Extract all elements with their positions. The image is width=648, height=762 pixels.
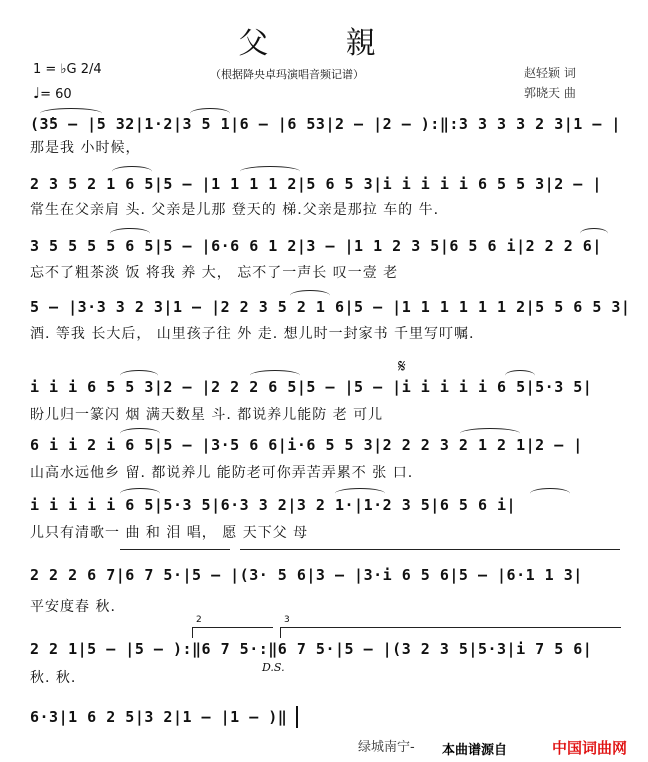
score-row-6-music: 6 i i 2 i 6 5|5 – |3·5 6 6|i·6 5 5 3|2 2 2 3 2 1 2 1|2 – | bbox=[30, 436, 583, 454]
tempo-marking bbox=[33, 84, 72, 102]
score-row-7-music: i i i i i 6 5|5·3 5|6·3 3 2|3 2 1·|1·2 3 5|6 5 6 i| bbox=[30, 496, 517, 514]
key-signature: 1 = ♭G 2/4 bbox=[33, 62, 102, 77]
slur bbox=[120, 370, 158, 381]
slur bbox=[505, 370, 535, 381]
quarter-note-icon: ♩ bbox=[33, 84, 41, 102]
watermark-handle: 绿城南宁- bbox=[358, 740, 415, 755]
score-row-4-music: 5 – |3·3 3 2 3|1 – |2 2 3 5 2 1 6|5 – |1 1 1 1 1 1 2|5 5 6 5 3| bbox=[30, 298, 631, 316]
volta-number: 2 bbox=[196, 615, 202, 625]
score-row-10-music: 6·3|1 6 2 5|3 2|1 – |1 – )‖ bbox=[30, 708, 288, 726]
slur bbox=[530, 488, 570, 499]
score-row-3-music: 3 5 5 5 5 6 5|5 – |6·6 6 1 2|3 – |1 1 2 3 5|6 5 6 i|2 2 2 6| bbox=[30, 237, 602, 255]
score-row-2-music: 2 3 5 2 1 6 5|5 – |1 1 1 1 2|5 6 5 3|i i i i i 6 5 5 3|2 – | bbox=[30, 175, 602, 193]
score-row-4-lyrics: 酒. 等我 长大后， 山里孩子往 外 走. 想儿时一封家书 千里写叮嘱. bbox=[30, 326, 475, 342]
watermark-source: 本曲谱源自 bbox=[442, 743, 508, 758]
score-row-6-lyrics: 山高水远他乡 留. 都说养儿 能防老可你弄苦弄累不 张 口. bbox=[30, 465, 414, 481]
score-row-1-music: (3̇5 – |5 32|1·2|3 5 1|6 – |6 53|2 – |2 – ):‖:3 3 3 3 2 3|1 – | bbox=[30, 115, 621, 133]
score-row-3-lyrics: 忘不了粗茶淡 饭 将我 养 大， 忘不了一声长 叹一壹 老 bbox=[30, 265, 399, 281]
score-row-2-lyrics: 常生在父亲肩 头. 父亲是儿那 登天的 梯.父亲是那拉 车的 牛. bbox=[30, 202, 440, 218]
score-row-5-music: i i i 6 5 5 3|2 – |2 2 2 6 5|5 – |5 – |i i i i i 6 5|5·3 5| bbox=[30, 378, 593, 396]
score-row-7-lyrics: 儿只有清歌一 曲 和 泪 唱， 愿 天下父 母 bbox=[30, 525, 309, 541]
score-row-5-lyrics: 盼儿归一篆闪 烟 满天数星 斗. 都说养儿能防 老 可儿 bbox=[30, 407, 384, 423]
score-row-9-music: 2 2 1|5 – |5 – ):‖6 7 5·:‖6 7 5·|5 – |(3 2 3 5|5·3|i 7 5 6| bbox=[30, 640, 593, 658]
volta-number: 3 bbox=[284, 615, 290, 625]
phrase-line bbox=[240, 549, 620, 556]
composer: 郭晓天 曲 bbox=[524, 86, 576, 100]
volta-bracket-1 bbox=[192, 615, 273, 638]
slur bbox=[290, 290, 330, 301]
watermark-site: 中国词曲网 bbox=[552, 739, 628, 757]
volta-bracket-2 bbox=[280, 615, 621, 638]
score-row-1-lyrics: 那是我 小时候， bbox=[30, 140, 141, 156]
final-barline bbox=[296, 706, 298, 728]
slur bbox=[580, 228, 608, 239]
segno-sign: 𝄋 bbox=[398, 356, 406, 377]
slur bbox=[112, 166, 152, 177]
phrase-line bbox=[120, 549, 230, 556]
score-row-9-lyrics: 秋. 秋. bbox=[30, 670, 77, 686]
slur bbox=[120, 428, 160, 439]
ds-marking: D.S. bbox=[262, 661, 285, 674]
tempo-value: = 60 bbox=[40, 87, 72, 102]
slur bbox=[250, 370, 300, 381]
lyricist: 赵轻颖 词 bbox=[524, 66, 576, 80]
slur bbox=[190, 108, 230, 119]
slur bbox=[335, 488, 385, 499]
slur bbox=[240, 166, 300, 177]
score-row-8-lyrics: 平安度春 秋. bbox=[30, 599, 116, 615]
slur bbox=[40, 108, 102, 119]
slur bbox=[460, 428, 520, 439]
slur bbox=[110, 228, 150, 239]
score-row-8-music: 2 2 2 6 7|6 7 5·|5 – |(3· 5 6|3 – |3·i 6 5 6|5 – |6·1 1 3| bbox=[30, 566, 583, 584]
slur bbox=[120, 488, 160, 499]
page-title: 父 親 bbox=[238, 26, 410, 61]
subtitle: （根据降央卓玛演唱音频记谱） bbox=[210, 68, 364, 81]
